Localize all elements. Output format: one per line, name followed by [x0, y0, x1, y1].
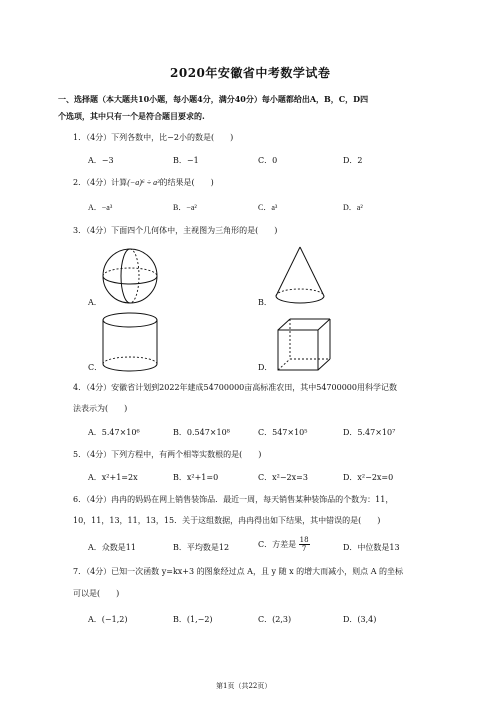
- q7-option-b[interactable]: B．(1,−2): [173, 615, 213, 624]
- page-footer: 第1页（共22页）: [216, 682, 272, 690]
- question-1-stem: 1．（4分）下列各数中，比−2小的数是( ): [73, 133, 234, 142]
- q5-option-d[interactable]: D．x²−2x=0: [343, 473, 394, 482]
- q4-option-c[interactable]: C．547×10⁵: [258, 428, 308, 437]
- q2-stem-prefix: 2．（4分）计算: [73, 178, 128, 187]
- q3-option-c[interactable]: C．: [88, 363, 103, 372]
- q1-option-a[interactable]: A．−3: [88, 156, 114, 165]
- q2-option-b[interactable]: B．−a²: [173, 203, 197, 212]
- q1-option-b[interactable]: B．−1: [173, 156, 199, 165]
- q7-option-a[interactable]: A．(−1,2): [88, 615, 128, 624]
- question-5-stem: 5．（4分）下列方程中，有两个相等实数根的是( ): [73, 450, 262, 459]
- q5-option-b[interactable]: B．x²+1=0: [173, 473, 219, 482]
- q3-option-a[interactable]: A．: [88, 298, 102, 307]
- q7-option-d[interactable]: D．(3,4): [343, 615, 377, 624]
- question-6-stem-line1: 6．（4分）冉冉的妈妈在网上销售装饰品．最近一周，每天销售某种装饰品的个数为：11，: [73, 495, 394, 504]
- q6-option-a[interactable]: A．众数是11: [88, 543, 136, 552]
- q2-option-d[interactable]: D．a²: [343, 203, 363, 212]
- section-heading-line1: 一、选择题（本大题共10小题，每小题4分，满分40分）每小题都给出A，B，C，D四: [58, 94, 369, 104]
- q6-option-d[interactable]: D．中位数是13: [343, 543, 400, 552]
- q4-option-d[interactable]: D．5.47×10⁷: [343, 428, 396, 437]
- q1-option-d[interactable]: D．2: [343, 156, 363, 165]
- page-title: 2020年安徽省中考数学试卷: [170, 66, 331, 80]
- q3-option-d[interactable]: D．: [258, 363, 273, 372]
- q6-option-b[interactable]: B．平均数是12: [173, 543, 230, 552]
- q4-option-a[interactable]: A．5.47×10⁶: [88, 428, 140, 437]
- question-3-stem: 3．（4分）下面四个几何体中，主视图为三角形的是( ): [73, 226, 278, 235]
- q6-option-c[interactable]: [258, 536, 310, 553]
- sphere-icon: [95, 243, 165, 309]
- cone-icon: [270, 244, 330, 306]
- question-7-stem-line2: 可以是( ): [73, 589, 120, 598]
- q7-option-c[interactable]: C．(2,3): [258, 615, 292, 624]
- q4-option-b[interactable]: B．0.547×10⁸: [173, 428, 230, 437]
- q1-option-c[interactable]: C．0: [258, 156, 278, 165]
- question-4-stem-line1: 4．（4分）安徽省计划到2022年建成54700000亩高标准农田，其中54700000用科学记数: [73, 383, 397, 392]
- cylinder-icon: [98, 310, 162, 376]
- q2-option-c[interactable]: C．a³: [258, 203, 278, 212]
- q2-option-a[interactable]: A．−a³: [88, 203, 113, 212]
- question-4-stem-line2: 法表示为( ): [73, 404, 128, 413]
- section-heading-line2: 个选项，其中只有一个是符合题目要求的.: [58, 111, 205, 121]
- q5-option-c[interactable]: C．x²−2x=3: [258, 473, 308, 482]
- q2-stem-math: (−a)⁶ ÷ a³: [127, 178, 160, 187]
- q6-fraction-numerator: 18: [299, 536, 309, 544]
- q3-option-b[interactable]: B．: [258, 298, 272, 307]
- q5-option-a[interactable]: A．x²+1=2x: [88, 473, 138, 482]
- q6-option-c-label: C．方差是: [258, 540, 297, 549]
- cube-icon: [275, 316, 333, 376]
- q2-stem-suffix: 的结果是( ): [159, 178, 214, 187]
- question-2-stem: [73, 177, 214, 188]
- question-6-stem-line2: 10，11，13，11，13，15．关于这组数据，冉冉得出如下结果，其中错误的是( ): [73, 516, 381, 525]
- q6-fraction: [299, 536, 310, 553]
- q6-fraction-denominator: 7: [301, 545, 307, 553]
- question-7-stem-line1: 7．（4分）已知一次函数 y=kx+3 的图象经过点 A，且 y 随 x 的增大而减小，则点 A 的坐标: [73, 567, 404, 576]
